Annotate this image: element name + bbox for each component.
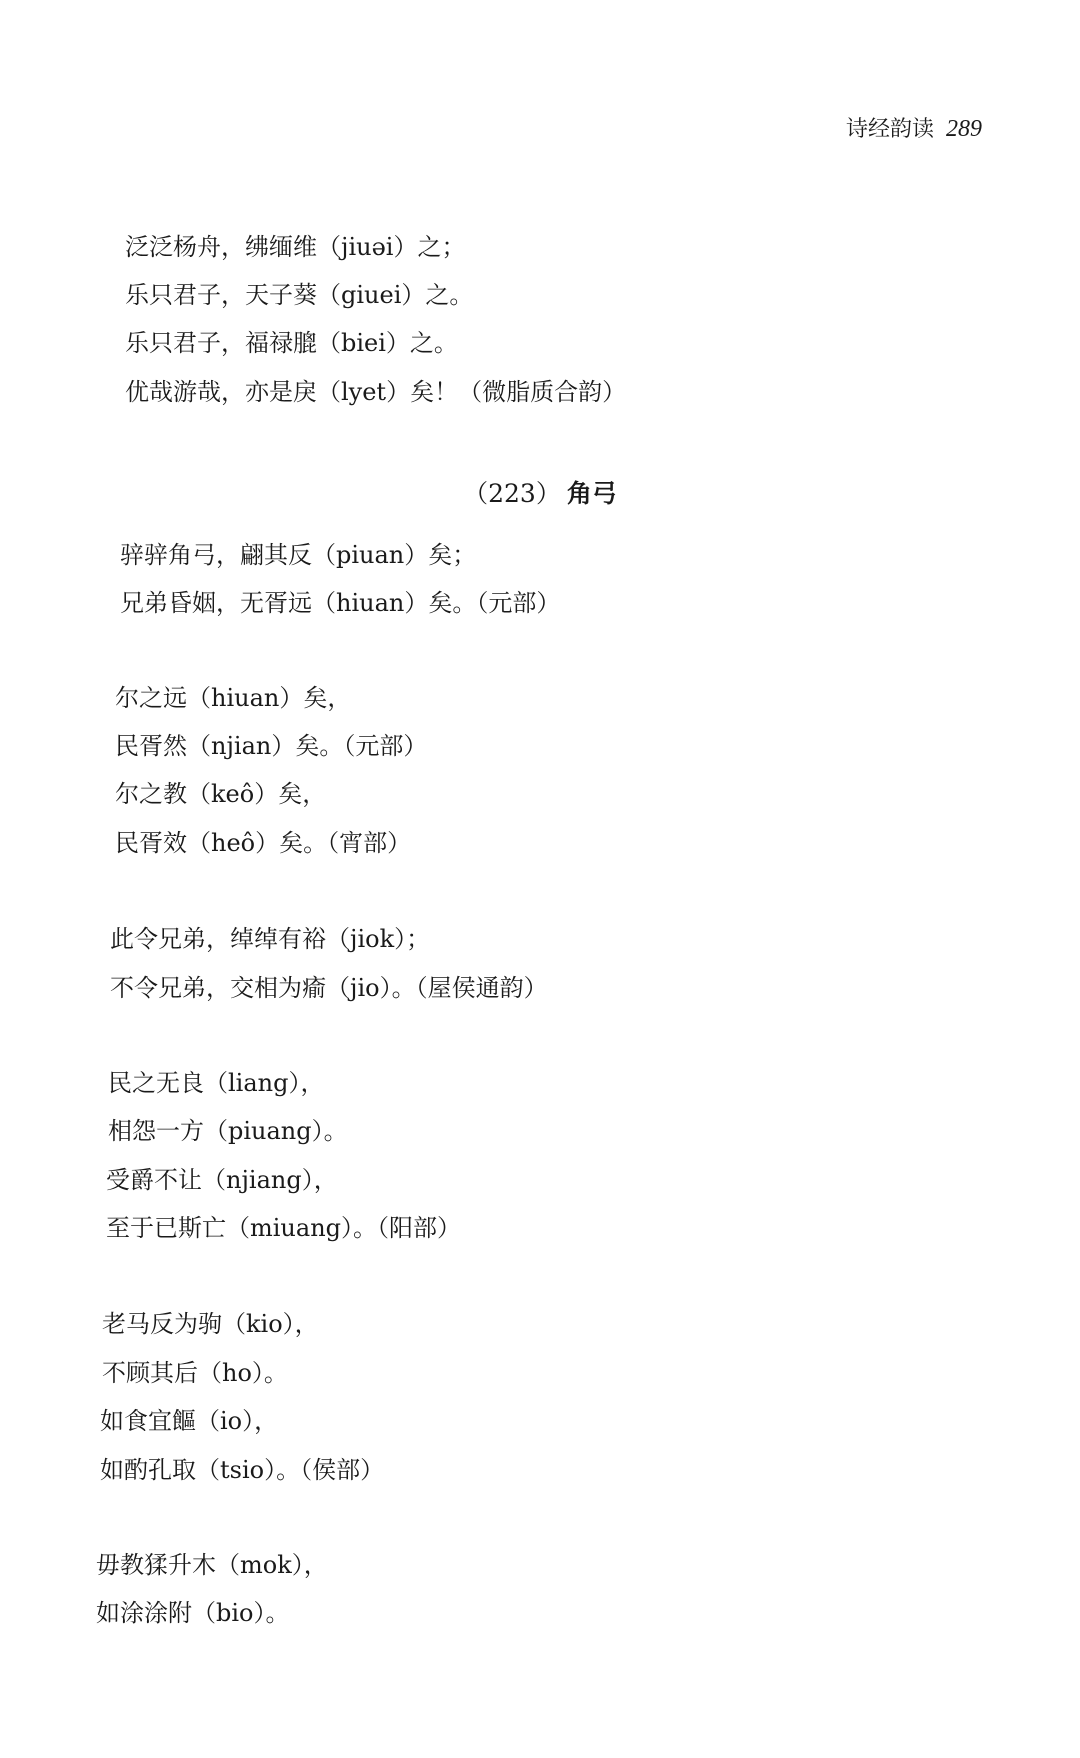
page-number: 289 [946, 116, 982, 142]
verse-line: 老马反为驹（kio）， [102, 1310, 319, 1338]
verse-line: 民胥效（heô）矣。（宵部） [115, 829, 412, 857]
running-head [846, 112, 982, 143]
section-name: 角弓 [566, 479, 617, 508]
verse-line: 如涂涂附（bio）。 [96, 1599, 290, 1627]
verse-line: 相怨一方（piuang）。 [108, 1117, 348, 1145]
section-number: （223） [463, 479, 561, 508]
verse-line: 此令兄弟，绰绰有裕（jiok）； [110, 925, 431, 953]
verse-line: 受爵不让（njiang）， [106, 1166, 338, 1194]
verse-line: 不顾其后（ho）。 [102, 1359, 288, 1387]
verse-line: 尔之教（keô）矣， [115, 780, 327, 808]
verse-line: 优哉游哉，亦是戾（lyet）矣！（微脂质合韵） [125, 378, 627, 406]
verse-line: 如酌孔取（tsio）。（侯部） [100, 1456, 385, 1484]
verse-line: 骍骍角弓，翩其反（piuan）矣； [120, 541, 477, 569]
verse-line: 民之无良（liang）， [108, 1069, 325, 1097]
section-title [0, 474, 1080, 510]
verse-line: 毋教猱升木（mok）， [96, 1551, 328, 1579]
verse-line: 乐只君子，天子葵（giuei）之。 [125, 281, 474, 309]
verse-line: 兄弟昏姻，无胥远（hiuan）矣。（元部） [120, 589, 561, 617]
verse-line: 民胥然（njian）矣。（元部） [115, 732, 428, 760]
verse-line: 不令兄弟，交相为瘉（jio）。（屋侯通韵） [110, 974, 548, 1002]
verse-line: 如食宜饇（io）， [100, 1407, 279, 1435]
running-head-title: 诗经韵读 [845, 117, 934, 142]
verse-line: 至于已斯亡（miuang）。（阳部） [106, 1214, 462, 1242]
verse-line: 泛泛杨舟，绋缅维（jiuəi）之； [125, 233, 466, 261]
verse-line: 尔之远（hiuan）矣， [115, 684, 352, 712]
verse-line: 乐只君子，福禄膍（biei）之。 [125, 329, 458, 357]
